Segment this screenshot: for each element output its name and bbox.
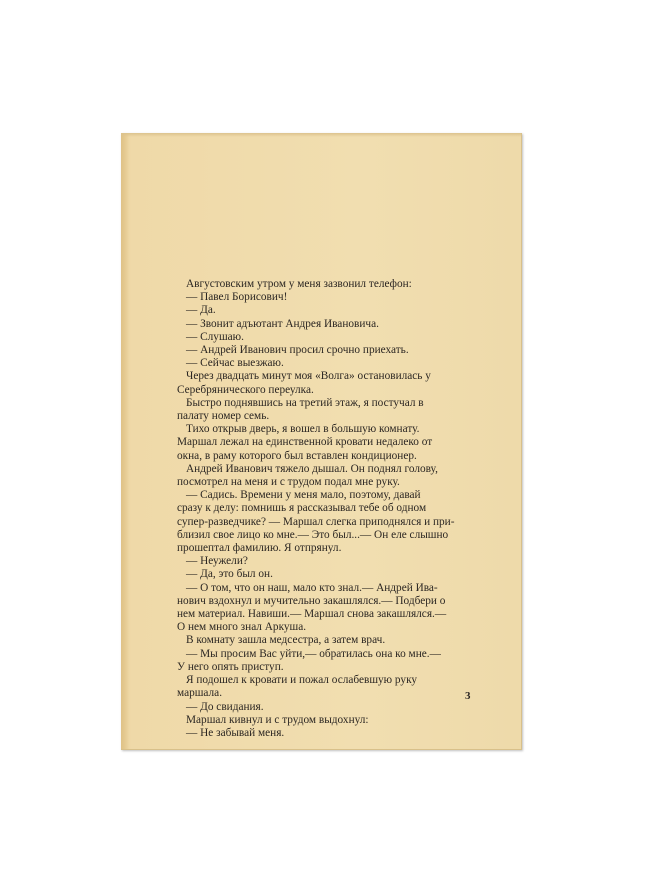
paragraph-19: — До свидания. bbox=[186, 700, 264, 713]
paragraph-9: Быстро поднявшись на третий этаж, я постучал в палату номер семь. bbox=[177, 396, 424, 423]
paragraph-20: Маршал кивнул и с трудом выдохнул: bbox=[186, 713, 369, 726]
page-top-edge bbox=[121, 133, 521, 137]
paragraph-13: — Неужели? bbox=[186, 555, 248, 568]
paragraph-5: — Слушаю. bbox=[186, 330, 244, 343]
paragraph-6: — Андрей Иванович просил срочно приехать. bbox=[186, 344, 409, 357]
page-spine-shadow bbox=[121, 133, 129, 749]
paragraph-10: Тихо открыв дверь, я вошел в большую комнату. Маршал лежал на единственной кровати недалеко от окна, в раму которого был вставлен кондиционер. bbox=[177, 423, 433, 462]
paragraph-17: — Мы просим Вас уйти,— обратилась она ко мне.— У него опять приступ. bbox=[177, 647, 441, 673]
book-page bbox=[121, 133, 522, 750]
paragraph-21: — Не забывай меня. bbox=[186, 726, 285, 739]
page-number: 3 bbox=[465, 690, 471, 702]
paragraph-18: Я подошел к кровати и пожал ослабевшую руку маршала. bbox=[177, 674, 418, 700]
paragraph-11: Андрей Иванович тяжело дышал. Он поднял голову, посмотрел на меня и с трудом подал мне руку. bbox=[177, 462, 438, 489]
paragraph-7: — Сейчас выезжаю. bbox=[186, 357, 284, 370]
page-text bbox=[177, 278, 467, 740]
paragraph-4: — Звонит адъютант Андрея Ивановича. bbox=[186, 317, 379, 330]
paragraph-12: — Садись. Времени у меня мало, поэтому, давай сразу к делу: помнишь я рассказывал тебе об одном супер-разведчике? — Маршал слегка приподнялся и при- близил свое лицо ко мне.— Это был...— Он еле слышно прошептал фамилию. Я отпрянул. bbox=[177, 489, 455, 555]
paragraph-16: В комнату зашла медсестра, а затем врач. bbox=[186, 634, 386, 647]
paragraph-2: — Павел Борисович! bbox=[186, 291, 288, 304]
paragraph-1: Августовским утром у меня зазвонил телефон: bbox=[186, 278, 412, 290]
paragraph-3: — Да. bbox=[186, 304, 216, 317]
paragraph-15: — О том, что он наш, мало кто знал.— Андрей Ива- нович вздохнул и мучительно закашлялся.— Подбери о нем материал. Навиши.— Маршал снова закашлялся.— О нем много знал Аркуша. bbox=[177, 581, 447, 634]
paragraph-8: Через двадцать минут моя «Волга» остановилась у Серебрянического переулка. bbox=[177, 370, 431, 396]
paragraph-14: — Да, это был он. bbox=[186, 568, 273, 581]
